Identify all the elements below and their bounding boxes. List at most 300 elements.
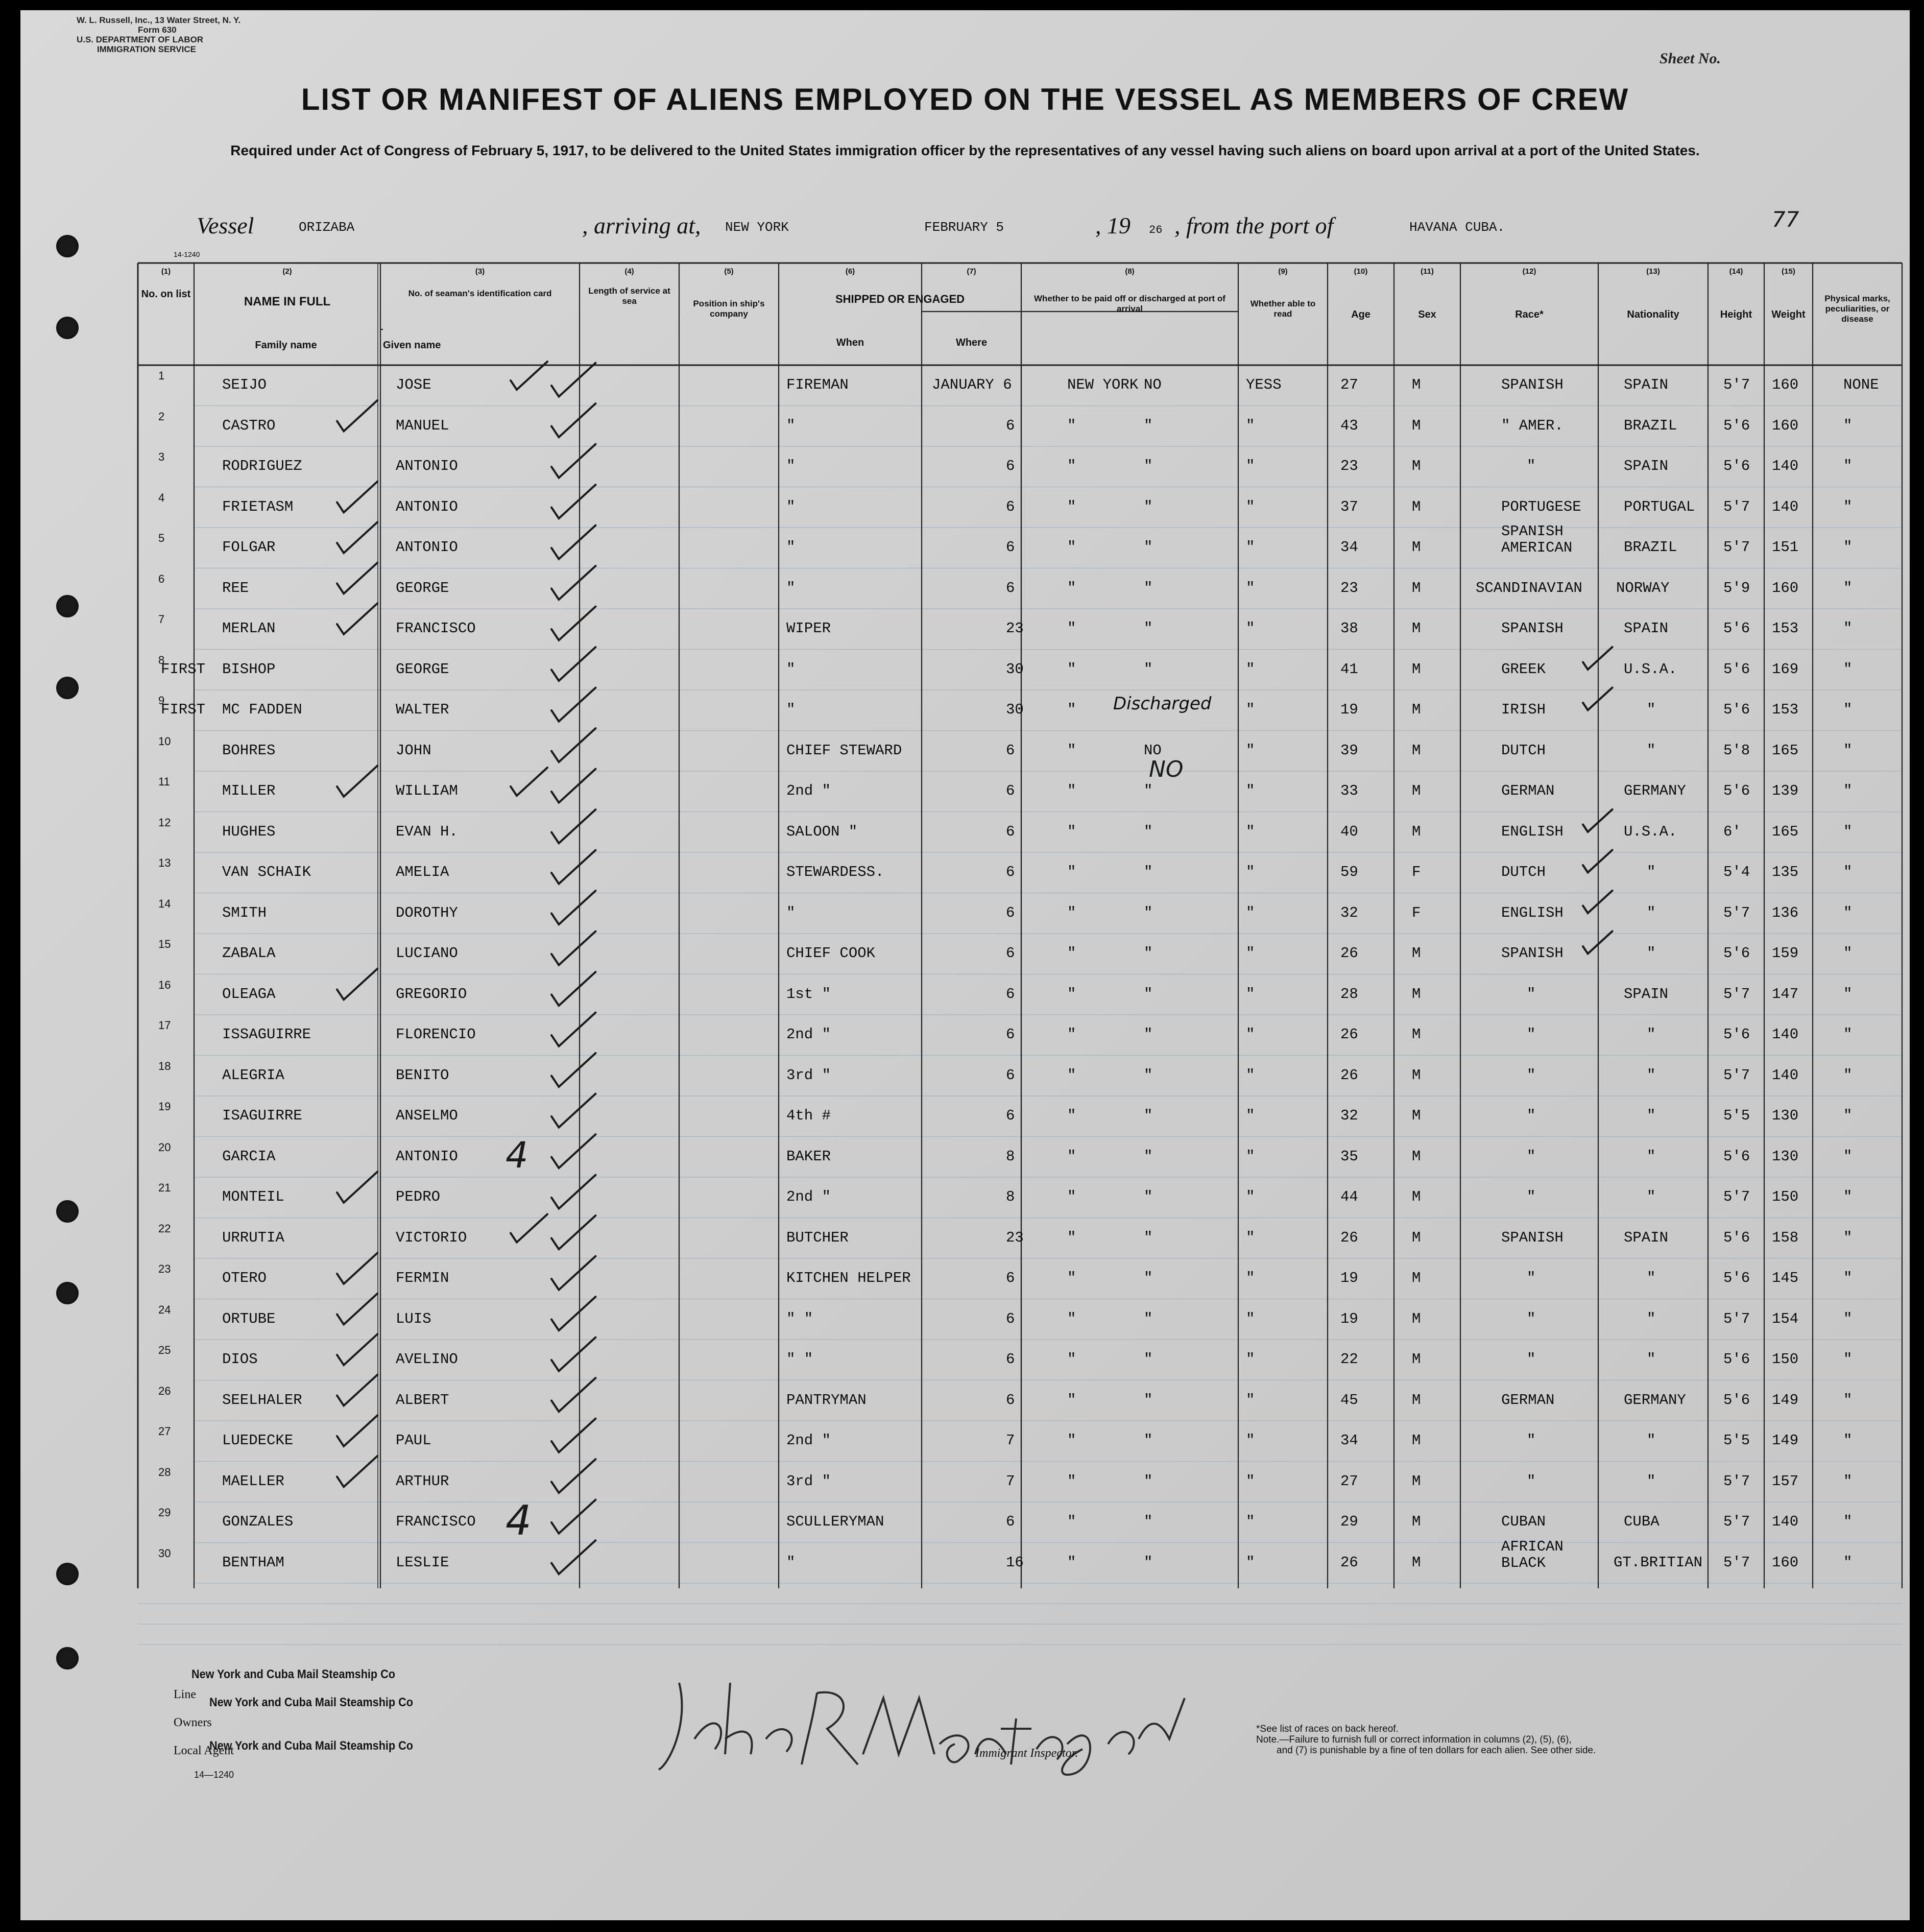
paid-off: NO <box>1144 376 1162 393</box>
height: 5'6 <box>1723 1351 1750 1368</box>
check-mark <box>551 1459 595 1493</box>
shipped-when: 6 <box>1006 1351 1015 1368</box>
paid-off: " <box>1144 1107 1153 1124</box>
able-to-read: " <box>1246 1229 1255 1246</box>
check-mark <box>551 1256 595 1290</box>
check-mark <box>1583 647 1613 670</box>
nationality: GT.BRITIAN <box>1614 1554 1703 1571</box>
nationality: U.S.A. <box>1624 823 1677 840</box>
col11-label: Race* <box>1515 309 1544 320</box>
sex: F <box>1412 904 1421 921</box>
height: 5'6 <box>1723 1148 1750 1165</box>
given-name: FRANCISCO <box>396 620 476 637</box>
physical-marks: " <box>1843 864 1853 880</box>
check-mark <box>337 969 377 1000</box>
check-mark <box>551 1134 595 1168</box>
check-mark <box>1583 850 1613 872</box>
sex: M <box>1412 539 1421 556</box>
race: " <box>1527 1351 1536 1368</box>
physical-marks: " <box>1843 701 1853 718</box>
physical-marks: " <box>1843 1107 1853 1124</box>
from-port-label: , from the port of <box>1174 212 1334 238</box>
row-number: 7 <box>158 613 165 626</box>
race: SPANISH <box>1501 620 1564 637</box>
nationality: CUBA <box>1624 1513 1660 1530</box>
sex: M <box>1412 1229 1421 1246</box>
shipped-where: " <box>1067 701 1076 718</box>
row-number: 30 <box>158 1546 171 1560</box>
family-name: MC FADDEN <box>222 701 302 718</box>
row-number: 10 <box>158 734 171 748</box>
shipped-when: 6 <box>1006 417 1015 434</box>
check-mark <box>551 932 595 965</box>
shipped-where: " <box>1067 498 1076 515</box>
sex: M <box>1412 376 1421 393</box>
race: AFRICAN BLACK <box>1501 1538 1564 1571</box>
col4-label: Length of service at sea <box>588 286 670 306</box>
printer-line: Form 630 <box>138 25 177 35</box>
departure-port: HAVANA CUBA. <box>1409 220 1505 235</box>
shipped-where: " <box>1067 539 1076 556</box>
nationality: " <box>1647 701 1656 718</box>
weight: 158 <box>1772 1229 1799 1246</box>
shipped-when: 6 <box>1006 742 1015 759</box>
age: 26 <box>1340 1026 1358 1043</box>
position: " <box>786 539 796 556</box>
row-number: 25 <box>158 1344 171 1356</box>
agent-stamp: New York and Cuba Mail Steamship Co <box>209 1739 413 1753</box>
shipped-when: 6 <box>1006 985 1015 1003</box>
paid-off: " <box>1144 1513 1153 1530</box>
able-to-read: " <box>1246 985 1255 1003</box>
race: GERMAN <box>1501 1391 1555 1409</box>
shipped-where: " <box>1067 1026 1076 1043</box>
able-to-read: " <box>1246 1472 1255 1490</box>
family-name: URRUTIA <box>222 1229 284 1246</box>
height: 5'7 <box>1723 376 1750 393</box>
race: SPANISH <box>1501 1229 1564 1246</box>
physical-marks: " <box>1843 782 1853 799</box>
weight: 140 <box>1772 1066 1799 1084</box>
sex: M <box>1412 1432 1421 1449</box>
able-to-read: " <box>1246 701 1255 718</box>
paid-off: " <box>1144 417 1153 434</box>
shipped-where: " <box>1067 1270 1076 1286</box>
able-to-read: " <box>1246 1066 1255 1084</box>
able-to-read: " <box>1246 539 1255 556</box>
physical-marks: " <box>1843 1270 1853 1286</box>
family-name: ZABALA <box>222 945 276 962</box>
shipped-where: " <box>1067 1229 1076 1246</box>
height: 5'6 <box>1723 1026 1750 1043</box>
sex: M <box>1412 620 1421 637</box>
position: CHIEF STEWARD <box>786 742 902 759</box>
age: 41 <box>1340 660 1358 678</box>
race: " <box>1527 1270 1536 1286</box>
paid-off: " <box>1144 823 1153 840</box>
weight: 140 <box>1772 1513 1799 1530</box>
family-name: FRIETASM <box>222 498 294 515</box>
position: SALOON " <box>786 823 858 840</box>
age: 35 <box>1340 1148 1358 1165</box>
shipped-where: " <box>1067 1391 1076 1409</box>
row-number: 3 <box>158 450 165 463</box>
arriving-label: , arriving at, <box>582 212 701 238</box>
family-name: SEIJO <box>222 376 267 393</box>
paid-off: NO <box>1144 742 1162 759</box>
paid-off: " <box>1144 1188 1153 1205</box>
owners-label: Owners <box>174 1716 212 1729</box>
physical-marks: " <box>1843 1351 1853 1368</box>
row-number: 23 <box>158 1262 171 1275</box>
row-number: 19 <box>158 1100 171 1113</box>
family-name: OLEAGA <box>222 985 276 1003</box>
row-number: 24 <box>158 1303 171 1316</box>
given-name: VICTORIO <box>396 1229 467 1246</box>
shipped-when: 8 <box>1006 1188 1015 1205</box>
shipped-where: " <box>1067 579 1076 597</box>
col9-number: (9) <box>1278 267 1288 276</box>
check-mark <box>551 1419 595 1452</box>
nationality: " <box>1647 1310 1656 1327</box>
note-line: Note.—Failure to furnish full or correct information in columns (2), (5), (6), <box>1256 1734 1572 1745</box>
family-name: MERLAN <box>222 620 276 637</box>
shipped-when: 7 <box>1006 1432 1015 1449</box>
sex: M <box>1412 782 1421 799</box>
paid-off: " <box>1144 1148 1153 1165</box>
check-mark <box>511 1214 547 1243</box>
check-mark <box>337 1375 377 1406</box>
nationality: BRAZIL <box>1624 539 1677 556</box>
family-name: BENTHAM <box>222 1554 284 1571</box>
page-subtitle: Required under Act of Congress of February 5, 1917, to be delivered to the United States immigration officer by the representatives of any vessel having such aliens on board upon arrival at a port of the United States. <box>230 142 1700 158</box>
able-to-read: " <box>1246 1026 1255 1043</box>
family-name: ISSAGUIRRE <box>222 1026 311 1043</box>
weight: 130 <box>1772 1107 1799 1124</box>
col9-label: Age <box>1351 309 1370 320</box>
col11-number: (11) <box>1421 267 1434 276</box>
age: 22 <box>1340 1351 1358 1368</box>
age: 32 <box>1340 904 1358 921</box>
shipped-when: 6 <box>1006 579 1015 597</box>
sex: M <box>1412 1351 1421 1368</box>
check-mark <box>551 688 595 722</box>
check-mark <box>1583 891 1613 913</box>
sex: F <box>1412 864 1421 880</box>
able-to-read: " <box>1246 742 1255 759</box>
row-number: 13 <box>158 856 171 869</box>
weight: 147 <box>1772 985 1799 1003</box>
shipped-where: " <box>1067 742 1076 759</box>
weight: 157 <box>1772 1472 1799 1490</box>
physical-marks: " <box>1843 742 1853 759</box>
check-mark <box>337 1334 377 1365</box>
given-name: ANTONIO <box>396 458 458 474</box>
position: " <box>786 458 796 474</box>
check-mark <box>551 647 595 681</box>
family-name: OTERO <box>222 1270 267 1286</box>
position: 3rd " <box>786 1472 831 1490</box>
check-mark <box>337 1294 377 1325</box>
family-name: DIOS <box>222 1351 258 1368</box>
nationality: SPAIN <box>1624 620 1669 637</box>
race: ENGLISH <box>1501 904 1564 921</box>
shipped-where: " <box>1067 660 1076 678</box>
arrival-port: NEW YORK <box>725 220 789 235</box>
height: 5'6 <box>1723 620 1750 637</box>
row-number: 28 <box>158 1465 171 1478</box>
able-to-read: " <box>1246 1270 1255 1286</box>
check-mark <box>1583 687 1613 710</box>
age: 26 <box>1340 1229 1358 1246</box>
shipped-where: " <box>1067 864 1076 880</box>
height: 5'7 <box>1723 498 1750 515</box>
col8-label: Whether able to read <box>1250 299 1316 319</box>
able-to-read: " <box>1246 1310 1255 1327</box>
family-name: MONTEIL <box>222 1188 284 1205</box>
col14-label: Weight <box>1771 309 1806 320</box>
row-number: 29 <box>158 1506 171 1519</box>
height: 5'7 <box>1723 1472 1750 1490</box>
position: " " <box>786 1310 813 1327</box>
shipped-where: " <box>1067 1554 1076 1571</box>
year-label: , 19 <box>1095 212 1131 238</box>
height: 5'7 <box>1723 1066 1750 1084</box>
physical-marks: " <box>1843 1148 1853 1165</box>
height: 5'6 <box>1723 945 1750 962</box>
shipped-when: 6 <box>1006 823 1015 840</box>
nationality: SPAIN <box>1624 458 1669 474</box>
local-agent-label: Local Agent <box>174 1744 234 1757</box>
position: 1st " <box>786 985 831 1003</box>
check-mark <box>551 809 595 843</box>
family-name-header: Family name <box>255 340 317 351</box>
weight: 160 <box>1772 579 1799 597</box>
given-name: WALTER <box>396 701 449 718</box>
col12-number: (12) <box>1522 267 1536 276</box>
paid-off: " <box>1144 579 1153 597</box>
family-name: VAN SCHAIK <box>222 864 311 880</box>
weight: 160 <box>1772 376 1799 393</box>
footer-note <box>1256 1724 1596 1756</box>
sex: M <box>1412 1513 1421 1530</box>
sex: M <box>1412 1026 1421 1043</box>
shipped-when: 6 <box>1006 1513 1015 1530</box>
check-mark <box>337 1415 377 1446</box>
physical-marks: " <box>1843 1472 1853 1490</box>
shipped-when: 23 <box>1006 620 1024 637</box>
shipped-where: " <box>1067 1188 1076 1205</box>
weight: 135 <box>1772 864 1799 880</box>
race: " <box>1527 1472 1536 1490</box>
page-title: LIST OR MANIFEST OF ALIENS EMPLOYED ON THE VESSEL AS MEMBERS OF CREW <box>301 82 1629 116</box>
col7-label: Whether to be paid off or discharged at port of arrival <box>1034 294 1225 314</box>
height: 5'6 <box>1723 782 1750 799</box>
height: 5'7 <box>1723 904 1750 921</box>
col15-label: Physical marks, peculiarities, or disease <box>1824 294 1890 324</box>
note-line: and (7) is punishable by a fine of ten dollars for each alien. See other side. <box>1277 1745 1596 1756</box>
able-to-read: " <box>1246 458 1255 474</box>
check-mark <box>551 1297 595 1330</box>
family-name: BOHRES <box>222 742 276 759</box>
printer-line: U.S. DEPARTMENT OF LABOR <box>77 35 204 44</box>
age: 34 <box>1340 539 1358 556</box>
nationality: NORWAY <box>1616 579 1670 597</box>
height: 5'6 <box>1723 660 1750 678</box>
physical-marks: " <box>1843 1391 1853 1409</box>
manifest-sheet <box>20 10 1910 1920</box>
physical-marks: " <box>1843 1066 1853 1084</box>
weight: 160 <box>1772 1554 1799 1571</box>
position: 2nd " <box>786 1026 831 1043</box>
shipped-where: " <box>1067 904 1076 921</box>
height: 5'7 <box>1723 1513 1750 1530</box>
paid-off: " <box>1144 945 1153 962</box>
position: " " <box>786 1351 813 1368</box>
physical-marks: " <box>1843 1513 1853 1530</box>
row-number: 9 <box>158 694 165 707</box>
given-name: WILLIAM <box>396 782 458 799</box>
able-to-read: " <box>1246 1107 1255 1124</box>
printer-line: IMMIGRATION SERVICE <box>97 44 196 54</box>
check-mark <box>551 1053 595 1087</box>
col6-label: SHIPPED OR ENGAGED <box>835 293 965 305</box>
height: 5'5 <box>1723 1432 1750 1449</box>
shipped-where: " <box>1067 417 1076 434</box>
height: 5'9 <box>1723 579 1750 597</box>
position: CHIEF COOK <box>786 945 876 962</box>
race: ENGLISH <box>1501 823 1564 840</box>
sex: M <box>1412 701 1421 718</box>
given-name: GREGORIO <box>396 985 467 1003</box>
nationality: " <box>1647 1107 1656 1124</box>
able-to-read: " <box>1246 1148 1255 1165</box>
race: " <box>1527 1107 1536 1124</box>
paid-off: " <box>1144 1554 1153 1571</box>
given-name: ANTONIO <box>396 1148 458 1165</box>
sex: M <box>1412 417 1421 434</box>
weight: 159 <box>1772 945 1799 962</box>
age: 43 <box>1340 417 1358 434</box>
col3-label: No. of seaman's identification card <box>408 289 552 298</box>
sex: M <box>1412 1107 1421 1124</box>
paid-off: " <box>1144 458 1153 474</box>
handwritten-four: 4 <box>506 1134 528 1176</box>
physical-marks: " <box>1843 945 1853 962</box>
shipped-where: " <box>1067 620 1076 637</box>
family-name: ISAGUIRRE <box>222 1107 302 1124</box>
paid-off: " <box>1144 904 1153 921</box>
col13-number: (13) <box>1646 267 1660 276</box>
given-name: ALBERT <box>396 1391 449 1409</box>
race: " AMER. <box>1501 417 1564 434</box>
sex: M <box>1412 458 1421 474</box>
given-name: GEORGE <box>396 660 449 678</box>
given-name: AMELIA <box>396 864 449 880</box>
weight: 169 <box>1772 660 1799 678</box>
row-number: 12 <box>158 816 171 829</box>
position: FIREMAN <box>786 376 849 393</box>
shipped-where: " <box>1067 1310 1076 1327</box>
family-name: BISHOP <box>222 660 276 678</box>
race: GERMAN <box>1501 782 1555 799</box>
given-name: LUIS <box>396 1310 431 1327</box>
name-prefix: FIRST <box>161 701 206 718</box>
col7-number: (7) <box>967 267 976 276</box>
nationality: " <box>1647 1066 1656 1084</box>
shipped-when: 6 <box>1006 782 1015 799</box>
height: 5'5 <box>1723 1107 1750 1124</box>
age: 32 <box>1340 1107 1358 1124</box>
shipped-when: 30 <box>1006 660 1024 678</box>
row-number: 20 <box>158 1140 171 1154</box>
check-mark <box>337 563 377 594</box>
race: PORTUGESE <box>1501 498 1581 515</box>
check-mark <box>551 444 595 478</box>
family-name: FOLGAR <box>222 539 276 556</box>
col10-number: (10) <box>1354 267 1368 276</box>
race: GREEK <box>1501 660 1546 678</box>
row-number: 2 <box>158 410 165 423</box>
form-ref-small: 14-1240 <box>174 250 200 258</box>
check-mark <box>551 1013 595 1046</box>
col2-label: NAME IN FULL <box>244 295 331 308</box>
able-to-read: YESS <box>1246 376 1282 393</box>
height: 6' <box>1723 823 1741 840</box>
sheet-number-label: Sheet No. <box>1660 50 1721 67</box>
weight: 140 <box>1772 498 1799 515</box>
col10-label: Sex <box>1418 309 1436 320</box>
row-number: 1 <box>158 369 165 382</box>
inspector-label: Immigrant Inspector. <box>975 1747 1078 1760</box>
row-number: 11 <box>158 775 170 788</box>
col15-number: (15) <box>1782 267 1795 276</box>
able-to-read: " <box>1246 864 1255 880</box>
race: DUTCH <box>1501 864 1546 880</box>
race: IRISH <box>1501 701 1546 718</box>
weight: 149 <box>1772 1432 1799 1449</box>
physical-marks: " <box>1843 1554 1853 1571</box>
nationality: " <box>1647 742 1656 759</box>
weight: 165 <box>1772 823 1799 840</box>
shipped-where: " <box>1067 985 1076 1003</box>
family-name: RODRIGUEZ <box>222 458 302 474</box>
given-name: EVAN H. <box>396 823 458 840</box>
given-name: DOROTHY <box>396 904 458 921</box>
shipped-where: " <box>1067 945 1076 962</box>
shipped-when: 6 <box>1006 1310 1015 1327</box>
sex: M <box>1412 945 1421 962</box>
age: 28 <box>1340 985 1358 1003</box>
given-name: FERMIN <box>396 1270 449 1286</box>
nationality: " <box>1647 1026 1656 1043</box>
family-name: SMITH <box>222 904 267 921</box>
shipped-where: " <box>1067 1351 1076 1368</box>
nationality: GERMANY <box>1624 1391 1686 1409</box>
shipped-when: 16 <box>1006 1554 1024 1571</box>
paid-off: " <box>1144 660 1153 678</box>
age: 34 <box>1340 1432 1358 1449</box>
check-mark <box>551 1338 595 1371</box>
given-name: MANUEL <box>396 417 449 434</box>
height: 5'6 <box>1723 458 1750 474</box>
nationality: SPAIN <box>1624 985 1669 1003</box>
physical-marks: " <box>1843 539 1853 556</box>
nationality: " <box>1647 945 1656 962</box>
position: 2nd " <box>786 1432 831 1449</box>
shipped-when: 6 <box>1006 458 1015 474</box>
position: SCULLERYMAN <box>786 1513 884 1530</box>
